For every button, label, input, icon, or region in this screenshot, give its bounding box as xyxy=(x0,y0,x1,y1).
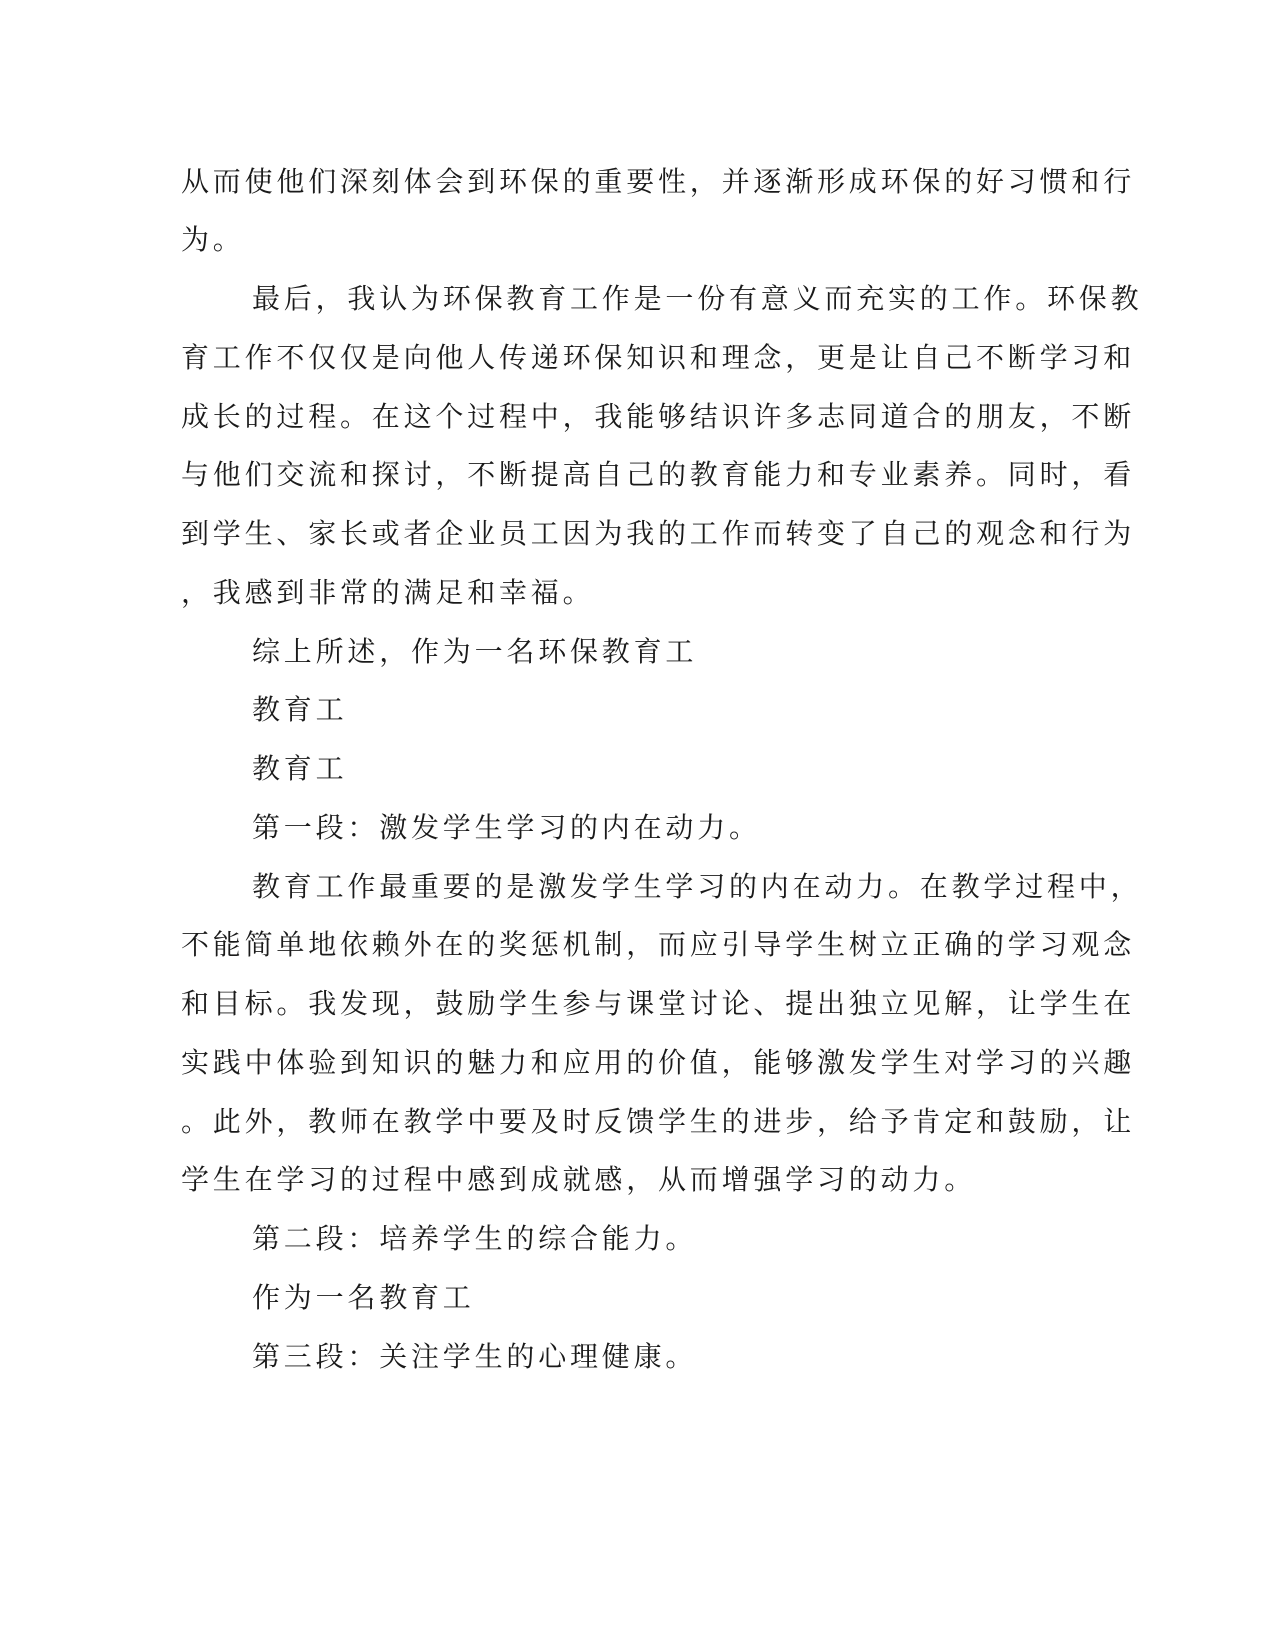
paragraph-first-line: 综上所述，作为一名环保教育工 xyxy=(252,635,698,668)
text-line: 成长的过程。在这个过程中，我能够结识许多志同道合的朋友，不断 xyxy=(181,400,1136,433)
text-line: 和目标。我发现，鼓励学生参与课堂讨论、提出独立见解，让学生在 xyxy=(181,987,1136,1020)
paragraph-first-line: 教育工作最重要的是激发学生学习的内在动力。在教学过程中， xyxy=(252,870,1143,903)
text-line: 为。 xyxy=(181,223,245,256)
paragraph-first-line: 最后，我认为环保教育工作是一份有意义而充实的工作。环保教 xyxy=(252,282,1143,315)
section-heading: 第一段：激发学生学习的内在动力。 xyxy=(252,811,761,844)
text-line: 。此外，教师在教学中要及时反馈学生的进步，给予肯定和鼓励，让 xyxy=(181,1105,1136,1138)
section-heading: 第二段：培养学生的综合能力。 xyxy=(252,1222,698,1255)
paragraph-first-line: 作为一名教育工 xyxy=(252,1281,475,1314)
paragraph-first-line: 教育工 xyxy=(252,693,348,726)
text-line: 学生在学习的过程中感到成就感，从而增强学习的动力。 xyxy=(181,1163,977,1196)
text-line: ，我感到非常的满足和幸福。 xyxy=(181,576,595,609)
text-line: 育工作不仅仅是向他人传递环保知识和理念，更是让自己不断学习和 xyxy=(181,341,1136,374)
text-line: 不能简单地依赖外在的奖惩机制，而应引导学生树立正确的学习观念 xyxy=(181,928,1136,961)
text-line: 到学生、家长或者企业员工因为我的工作而转变了自己的观念和行为 xyxy=(181,517,1136,550)
text-line: 实践中体验到知识的魅力和应用的价值，能够激发学生对学习的兴趣 xyxy=(181,1046,1136,1079)
text-line: 从而使他们深刻体会到环保的重要性，并逐渐形成环保的好习惯和行 xyxy=(181,165,1136,198)
section-heading: 第三段：关注学生的心理健康。 xyxy=(252,1340,698,1373)
paragraph-first-line: 教育工 xyxy=(252,752,348,785)
text-line: 与他们交流和探讨，不断提高自己的教育能力和专业素养。同时，看 xyxy=(181,458,1136,491)
